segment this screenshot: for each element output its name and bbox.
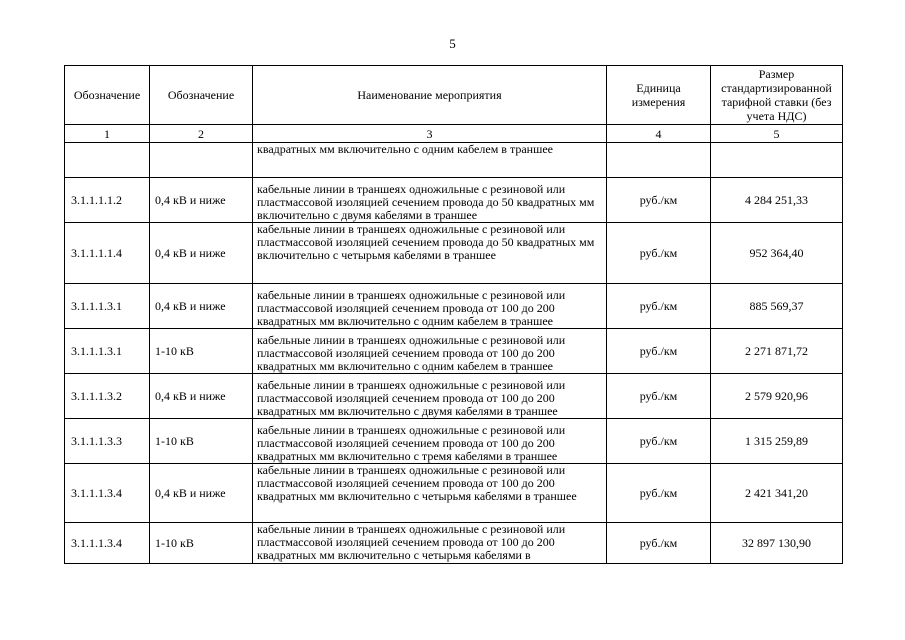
row-voltage: 0,4 кВ и ниже bbox=[150, 464, 253, 523]
row-voltage: 0,4 кВ и ниже bbox=[150, 178, 253, 223]
row-rate: 32 897 130,90 bbox=[711, 523, 843, 564]
row-activity-name: кабельные линии в траншеях одножильные с резиновой или пластмассовой изоляцией сечением провода от 100 до 200 квадратных мм включительно с двумя кабелями в траншее bbox=[253, 374, 607, 419]
row-unit: руб./км bbox=[607, 419, 711, 464]
row-rate: 885 569,37 bbox=[711, 284, 843, 329]
row-activity-name: кабельные линии в траншеях одножильные с резиновой или пластмассовой изоляцией сечением провода от 100 до 200 квадратных мм включительно с одним кабелем в траншее bbox=[253, 284, 607, 329]
table-row bbox=[65, 374, 843, 419]
column-number: 4 bbox=[607, 125, 711, 143]
column-number: 5 bbox=[711, 125, 843, 143]
table-row bbox=[65, 464, 843, 523]
row-code: 3.1.1.1.3.3 bbox=[65, 419, 150, 464]
row-unit: руб./км bbox=[607, 284, 711, 329]
header-rate: Размер стандартизированной тарифной ставки (без учета НДС) bbox=[711, 66, 843, 125]
row-activity-name: квадратных мм включительно с одним кабелем в траншее bbox=[253, 143, 607, 178]
header-unit: Единица измерения bbox=[607, 66, 711, 125]
column-number-row bbox=[65, 125, 843, 143]
row-voltage: 1-10 кВ bbox=[150, 523, 253, 564]
row-unit: руб./км bbox=[607, 464, 711, 523]
row-code: 3.1.1.1.1.4 bbox=[65, 223, 150, 284]
row-voltage: 0,4 кВ и ниже bbox=[150, 223, 253, 284]
row-code: 3.1.1.1.3.2 bbox=[65, 374, 150, 419]
row-rate: 1 315 259,89 bbox=[711, 419, 843, 464]
row-activity-name: кабельные линии в траншеях одножильные с резиновой или пластмассовой изоляцией сечением провода от 100 до 200 квадратных мм включительно с одним кабелем в траншее bbox=[253, 329, 607, 374]
row-rate: 2 421 341,20 bbox=[711, 464, 843, 523]
column-number: 3 bbox=[253, 125, 607, 143]
row-code: 3.1.1.1.3.1 bbox=[65, 284, 150, 329]
row-voltage bbox=[150, 143, 253, 178]
row-rate: 2 271 871,72 bbox=[711, 329, 843, 374]
row-activity-name: кабельные линии в траншеях одножильные с резиновой или пластмассовой изоляцией сечением провода до 50 квадратных мм включительно с двумя кабелями в траншее bbox=[253, 178, 607, 223]
header-designation-2: Обозначение bbox=[150, 66, 253, 125]
table-row bbox=[65, 419, 843, 464]
column-number: 1 bbox=[65, 125, 150, 143]
row-rate bbox=[711, 143, 843, 178]
row-voltage: 1-10 кВ bbox=[150, 419, 253, 464]
row-unit: руб./км bbox=[607, 223, 711, 284]
header-activity-name: Наименование мероприятия bbox=[253, 66, 607, 125]
row-voltage: 0,4 кВ и ниже bbox=[150, 284, 253, 329]
row-code bbox=[65, 143, 150, 178]
table-row bbox=[65, 329, 843, 374]
tariff-table bbox=[64, 65, 843, 564]
table-row bbox=[65, 223, 843, 284]
header-row bbox=[65, 66, 843, 125]
row-activity-name: кабельные линии в траншеях одножильные с резиновой или пластмассовой изоляцией сечением провода от 100 до 200 квадратных мм включительно с четырьмя кабелями в траншее bbox=[253, 464, 607, 523]
row-unit: руб./км bbox=[607, 523, 711, 564]
row-activity-name: кабельные линии в траншеях одножильные с резиновой или пластмассовой изоляцией сечением провода от 100 до 200 квадратных мм включительно с четырьмя кабелями в bbox=[253, 523, 607, 564]
table-row bbox=[65, 143, 843, 178]
row-unit bbox=[607, 143, 711, 178]
row-activity-name: кабельные линии в траншеях одножильные с резиновой или пластмассовой изоляцией сечением провода до 50 квадратных мм включительно с четырьмя кабелями в траншее bbox=[253, 223, 607, 284]
row-rate: 4 284 251,33 bbox=[711, 178, 843, 223]
column-number: 2 bbox=[150, 125, 253, 143]
row-code: 3.1.1.1.1.2 bbox=[65, 178, 150, 223]
page-number: 5 bbox=[449, 36, 456, 51]
row-voltage: 1-10 кВ bbox=[150, 329, 253, 374]
row-unit: руб./км bbox=[607, 374, 711, 419]
header-designation-1: Обозначение bbox=[65, 66, 150, 125]
row-code: 3.1.1.1.3.4 bbox=[65, 464, 150, 523]
row-unit: руб./км bbox=[607, 329, 711, 374]
row-code: 3.1.1.1.3.1 bbox=[65, 329, 150, 374]
row-activity-name: кабельные линии в траншеях одножильные с резиновой или пластмассовой изоляцией сечением провода от 100 до 200 квадратных мм включительно с тремя кабелями в траншее bbox=[253, 419, 607, 464]
row-code: 3.1.1.1.3.4 bbox=[65, 523, 150, 564]
row-rate: 2 579 920,96 bbox=[711, 374, 843, 419]
table-row bbox=[65, 523, 843, 564]
row-rate: 952 364,40 bbox=[711, 223, 843, 284]
row-unit: руб./км bbox=[607, 178, 711, 223]
table-row bbox=[65, 284, 843, 329]
table-row bbox=[65, 178, 843, 223]
row-voltage: 0,4 кВ и ниже bbox=[150, 374, 253, 419]
